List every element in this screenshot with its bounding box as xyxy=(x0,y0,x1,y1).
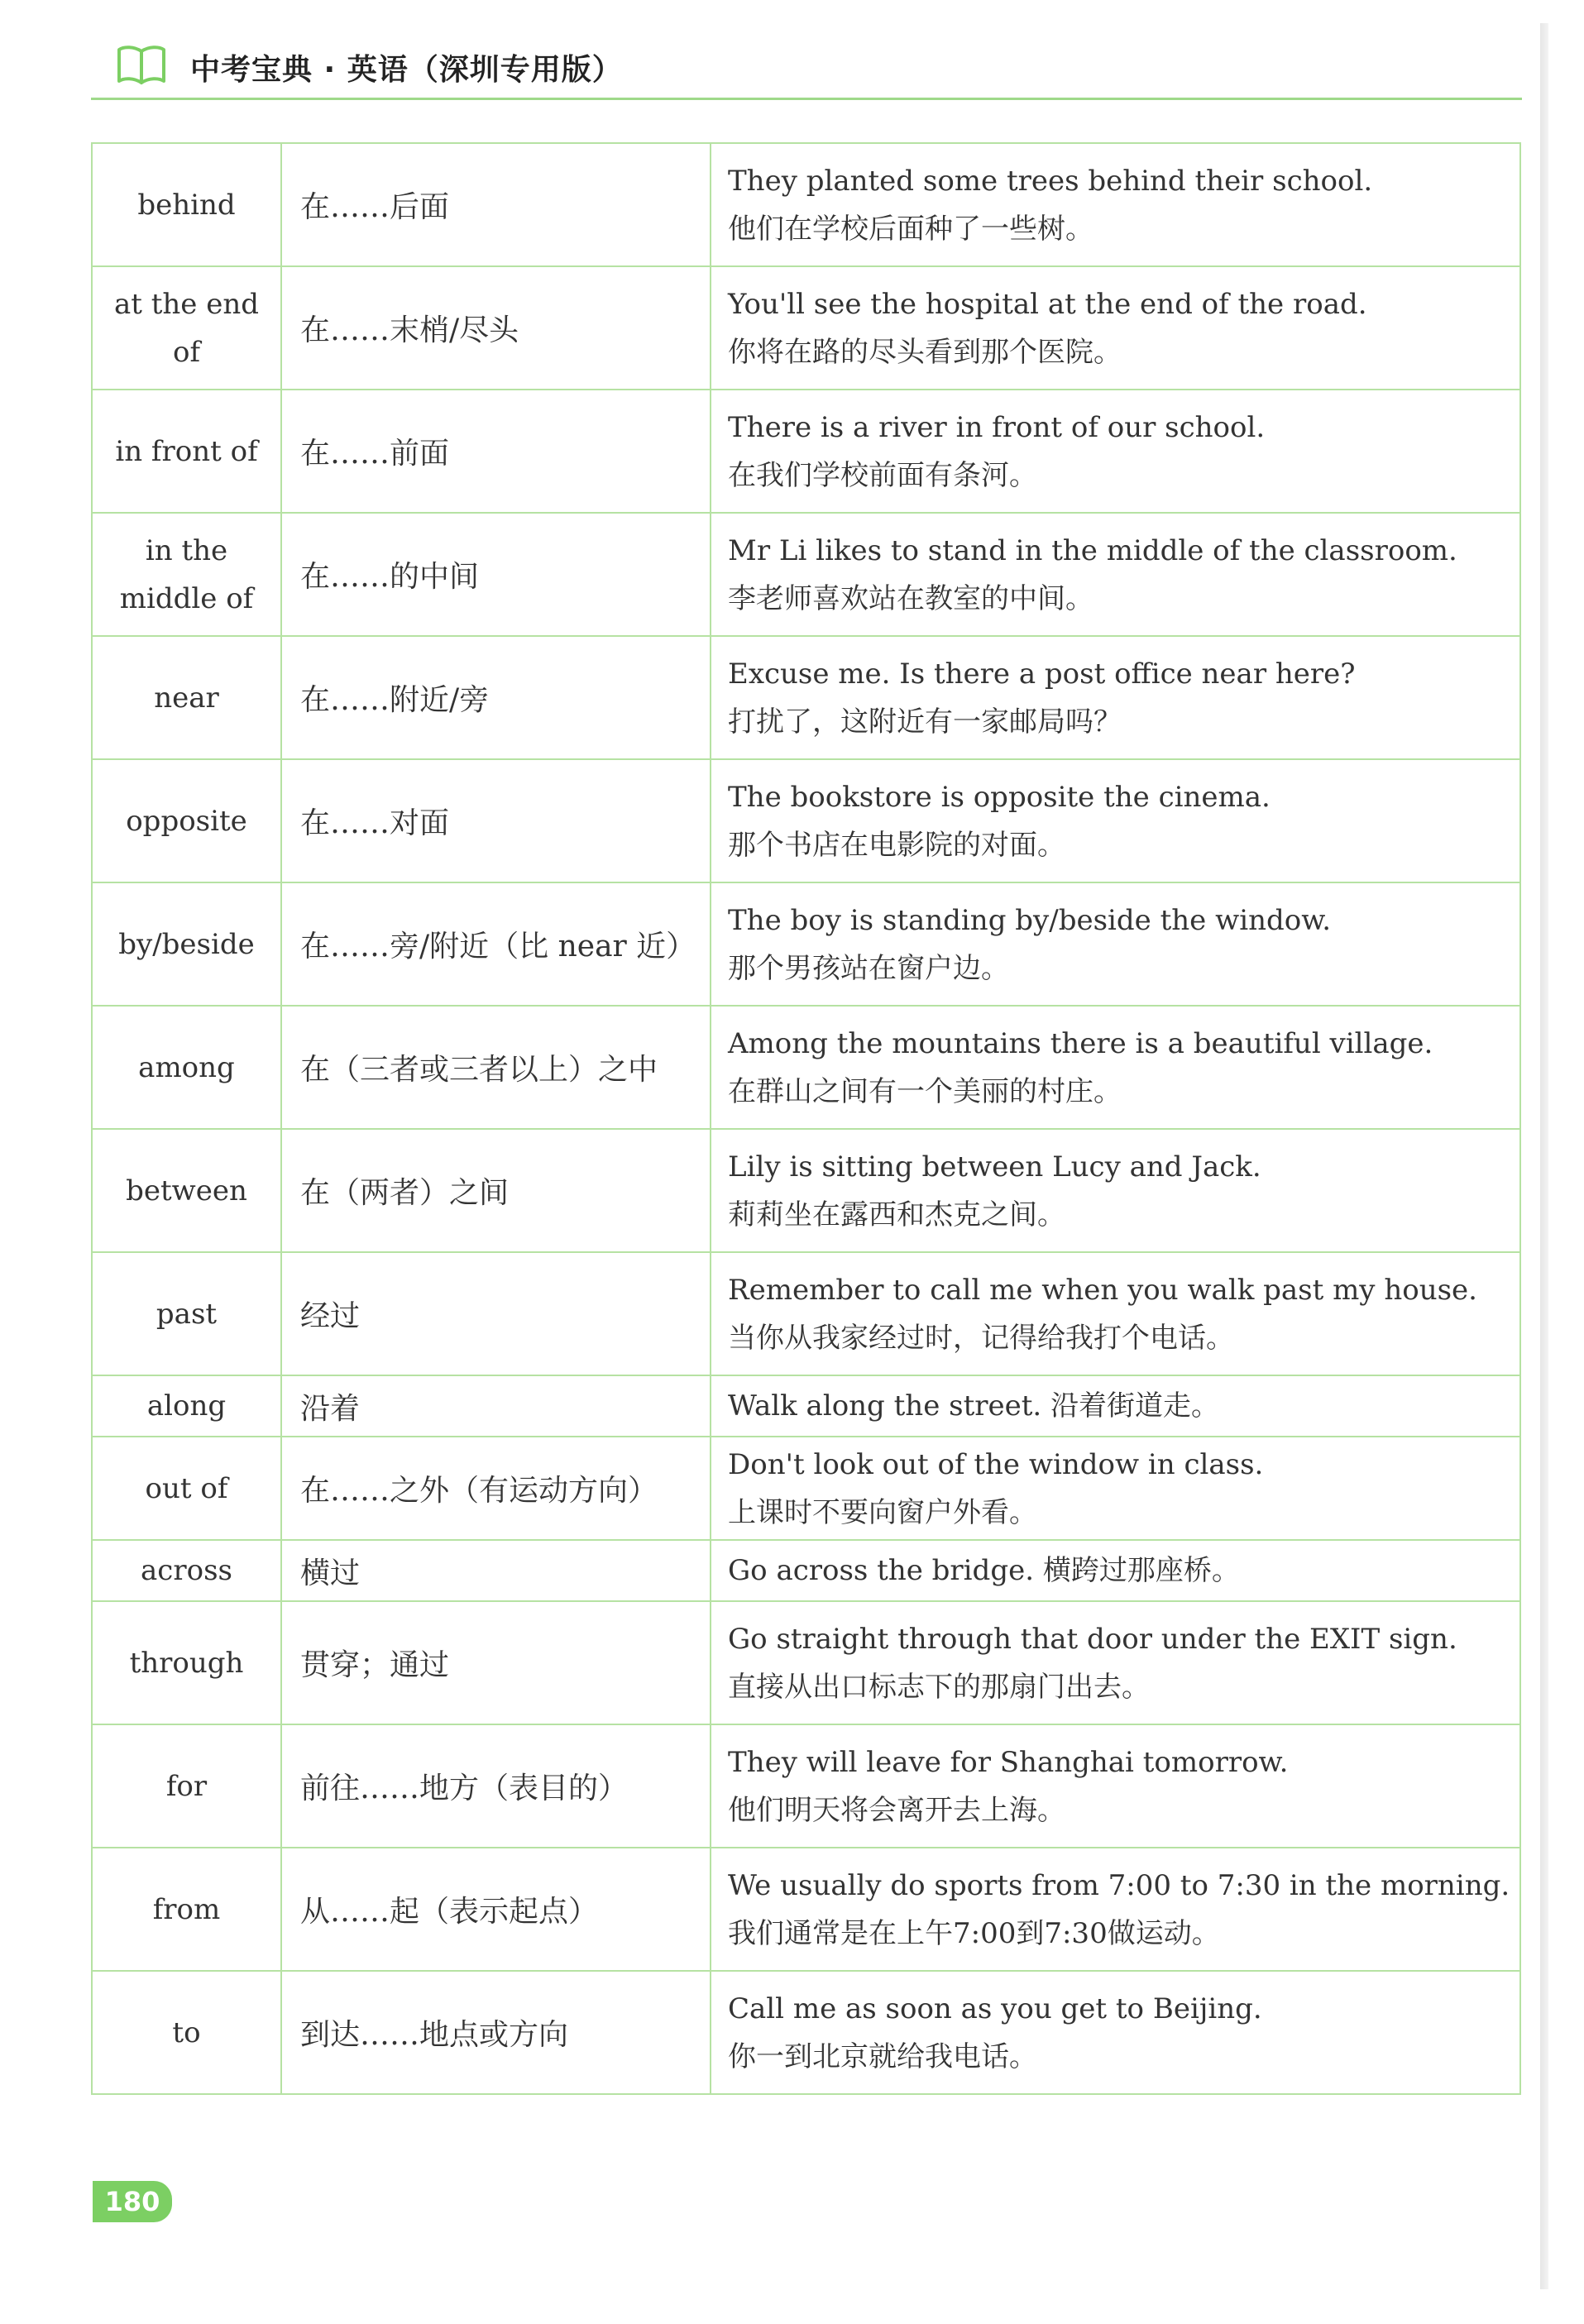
example-chinese: 直接从出口标志下的那扇门出去。 xyxy=(728,1670,1150,1704)
table-row xyxy=(92,1006,1520,1129)
meaning-cell: 到达……地点或方向 xyxy=(281,1971,711,2094)
example-chinese: 当你从我家经过时，记得给我打个电话。 xyxy=(728,1321,1234,1355)
header-rule xyxy=(91,98,1522,100)
preposition-table xyxy=(91,142,1521,2095)
table-row xyxy=(92,1601,1520,1724)
example-chinese: 你将在路的尽头看到那个医院。 xyxy=(728,335,1122,369)
meaning-cell: 横过 xyxy=(281,1540,711,1601)
example-chinese: 莉莉坐在露西和杰克之间。 xyxy=(728,1198,1065,1231)
meaning-cell: 在（两者）之间 xyxy=(281,1129,711,1252)
example-english: Don't look out of the window in class. xyxy=(728,1447,1264,1481)
word-cell: by/beside xyxy=(92,882,281,1006)
meaning-cell: 在……末梢/尽头 xyxy=(281,266,711,390)
example-english: We usually do sports from 7:00 to 7:30 in the morning. xyxy=(728,1868,1510,1902)
example-chinese: 上课时不要向窗户外看。 xyxy=(728,1495,1037,1529)
example-cell xyxy=(711,1971,1520,2094)
example-english: They will leave for Shanghai tomorrow. xyxy=(728,1745,1289,1779)
table-row xyxy=(92,1375,1520,1437)
table-row xyxy=(92,759,1520,882)
table-row xyxy=(92,636,1520,759)
example-english: The boy is standing by/beside the window. xyxy=(728,903,1332,937)
table-row xyxy=(92,390,1520,513)
example-english: They planted some trees behind their school. xyxy=(728,164,1373,198)
meaning-cell: 从……起（表示起点） xyxy=(281,1848,711,1971)
meaning-cell: 沿着 xyxy=(281,1375,711,1437)
example-chinese: 李老师喜欢站在教室的中间。 xyxy=(728,581,1093,615)
table-row xyxy=(92,1540,1520,1601)
example-cell xyxy=(711,1601,1520,1724)
table-row xyxy=(92,1848,1520,1971)
meaning-cell: 在……的中间 xyxy=(281,513,711,636)
example-chinese: 打扰了，这附近有一家邮局吗？ xyxy=(728,705,1122,739)
word-cell: across xyxy=(92,1540,281,1601)
example-english: There is a river in front of our school. xyxy=(728,410,1266,444)
book-icon xyxy=(116,43,167,86)
example-cell xyxy=(711,636,1520,759)
example-cell xyxy=(711,143,1520,266)
example-chinese: 那个书店在电影院的对面。 xyxy=(728,828,1065,862)
example-english: Call me as soon as you get to Beijing. xyxy=(728,1992,1262,2025)
example-english: Remember to call me when you walk past my house. xyxy=(728,1273,1477,1307)
table-row xyxy=(92,1129,1520,1252)
example-english: You'll see the hospital at the end of the road. xyxy=(728,287,1367,321)
word-cell: through xyxy=(92,1601,281,1724)
example-cell xyxy=(711,882,1520,1006)
meaning-cell: 在……附近/旁 xyxy=(281,636,711,759)
example-cell xyxy=(711,1437,1520,1540)
table-row xyxy=(92,1252,1520,1375)
table-row xyxy=(92,1971,1520,2094)
header-title: 中考宝典 · 英语（深圳专用版） xyxy=(190,53,623,87)
word-cell: near xyxy=(92,636,281,759)
word-cell: opposite xyxy=(92,759,281,882)
meaning-cell: 在……之外（有运动方向） xyxy=(281,1437,711,1540)
example-english: Among the mountains there is a beautiful village. xyxy=(728,1026,1433,1060)
meaning-cell: 在（三者或三者以上）之中 xyxy=(281,1006,711,1129)
example-english: Go across the bridge. 横跨过那座桥。 xyxy=(728,1554,1240,1587)
example-english: Walk along the street. 沿着街道走。 xyxy=(728,1389,1220,1423)
example-cell xyxy=(711,266,1520,390)
example-english: Excuse me. Is there a post office near here? xyxy=(728,657,1356,691)
example-chinese: 他们明天将会离开去上海。 xyxy=(728,1793,1065,1827)
table-row xyxy=(92,143,1520,266)
word-cell: between xyxy=(92,1129,281,1252)
example-cell xyxy=(711,759,1520,882)
meaning-cell: 前往……地方（表目的） xyxy=(281,1724,711,1848)
example-chinese: 在我们学校前面有条河。 xyxy=(728,458,1037,492)
page-number: 180 xyxy=(93,2181,172,2222)
meaning-cell: 经过 xyxy=(281,1252,711,1375)
example-cell xyxy=(711,1375,1520,1437)
example-cell xyxy=(711,1006,1520,1129)
word-cell: in the middle of xyxy=(92,513,281,636)
example-cell xyxy=(711,390,1520,513)
word-cell: from xyxy=(92,1848,281,1971)
meaning-cell: 在……旁/附近（比 near 近） xyxy=(281,882,711,1006)
table-row xyxy=(92,266,1520,390)
example-chinese: 你一到北京就给我电话。 xyxy=(728,2039,1037,2073)
example-chinese: 那个男孩站在窗户边。 xyxy=(728,951,1009,985)
meaning-cell: 在……前面 xyxy=(281,390,711,513)
meaning-cell: 在……对面 xyxy=(281,759,711,882)
page-edge xyxy=(1540,23,1548,2289)
example-chinese: 他们在学校后面种了一些树。 xyxy=(728,212,1093,246)
example-cell xyxy=(711,1252,1520,1375)
meaning-cell: 在……后面 xyxy=(281,143,711,266)
page-header xyxy=(91,35,1522,101)
table-row xyxy=(92,882,1520,1006)
table-row xyxy=(92,513,1520,636)
example-english: The bookstore is opposite the cinema. xyxy=(728,780,1271,814)
word-cell: in front of xyxy=(92,390,281,513)
meaning-cell: 贯穿；通过 xyxy=(281,1601,711,1724)
table-row xyxy=(92,1724,1520,1848)
word-cell: for xyxy=(92,1724,281,1848)
example-cell xyxy=(711,1540,1520,1601)
table-row xyxy=(92,1437,1520,1540)
example-cell xyxy=(711,513,1520,636)
word-cell: along xyxy=(92,1375,281,1437)
word-cell: past xyxy=(92,1252,281,1375)
word-cell: among xyxy=(92,1006,281,1129)
word-cell: at the end of xyxy=(92,266,281,390)
example-cell xyxy=(711,1129,1520,1252)
example-chinese: 在群山之间有一个美丽的村庄。 xyxy=(728,1074,1122,1108)
example-cell xyxy=(711,1724,1520,1848)
word-cell: out of xyxy=(92,1437,281,1540)
word-cell: to xyxy=(92,1971,281,2094)
example-english: Mr Li likes to stand in the middle of the classroom. xyxy=(728,533,1457,567)
example-chinese: 我们通常是在上午7:00到7:30做运动。 xyxy=(728,1916,1220,1950)
example-cell xyxy=(711,1848,1520,1971)
example-english: Lily is sitting between Lucy and Jack. xyxy=(728,1150,1261,1184)
word-cell: behind xyxy=(92,143,281,266)
example-english: Go straight through that door under the EXIT sign. xyxy=(728,1622,1457,1656)
